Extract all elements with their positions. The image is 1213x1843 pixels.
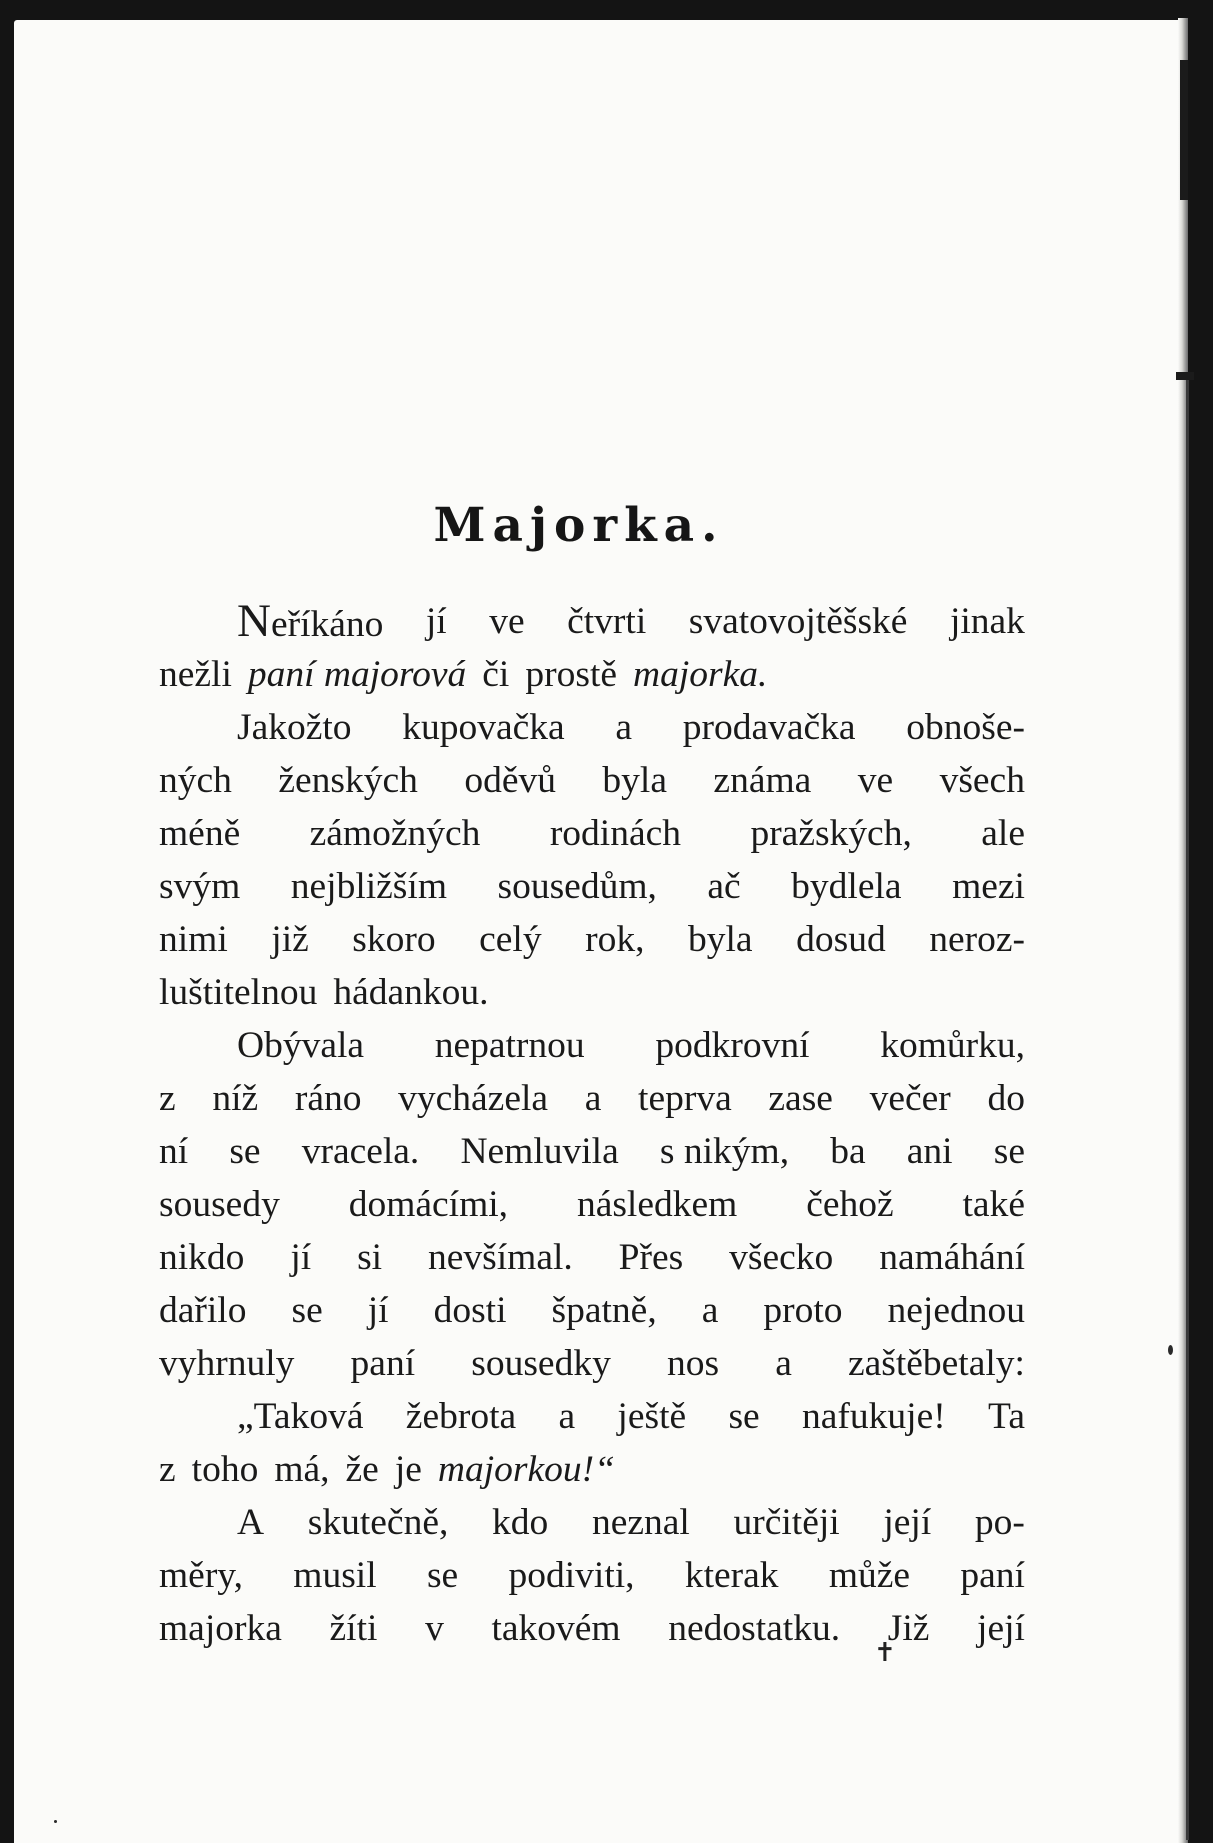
word: či <box>482 654 510 695</box>
word: komůrku, <box>880 1025 1025 1066</box>
word: a <box>558 1396 576 1437</box>
word: nikdo <box>159 1237 245 1278</box>
word: Neříkáno <box>237 595 384 647</box>
margin-speck <box>54 1820 57 1823</box>
word: proto <box>763 1290 843 1331</box>
word: si <box>357 1237 383 1278</box>
text-line <box>159 648 1025 701</box>
text-line <box>159 1549 1025 1602</box>
text-line <box>159 1443 1025 1496</box>
word: se <box>728 1396 760 1437</box>
word: se <box>291 1290 323 1331</box>
word: A <box>237 1502 265 1543</box>
word: ve <box>857 760 894 801</box>
word: celý <box>479 919 542 960</box>
word: všech <box>939 760 1025 801</box>
word: se <box>229 1131 261 1172</box>
word: majorkou!“ <box>437 1449 615 1490</box>
text-line <box>159 1231 1025 1284</box>
word: oděvů <box>464 760 556 801</box>
word: ba <box>830 1131 866 1172</box>
word: její <box>977 1608 1025 1649</box>
word: nejednou <box>887 1290 1025 1331</box>
word: neroz- <box>929 919 1025 960</box>
text-line <box>159 701 1025 754</box>
word: známa <box>713 760 812 801</box>
margin-speck <box>1168 1345 1173 1355</box>
text-line <box>159 595 1025 648</box>
word: žíti <box>329 1608 378 1649</box>
word: měry, <box>159 1555 243 1596</box>
book-page <box>14 20 1184 1843</box>
word: majorka. <box>633 654 768 695</box>
word: po- <box>974 1502 1025 1543</box>
text-line <box>159 1125 1025 1178</box>
word: namáhání <box>879 1237 1025 1278</box>
word: vracela. <box>301 1131 420 1172</box>
word: a <box>775 1343 792 1384</box>
word: již <box>271 919 309 960</box>
word: neznal <box>591 1502 690 1543</box>
word: kterak <box>684 1555 779 1596</box>
word: kdo <box>492 1502 549 1543</box>
word: Již <box>887 1608 930 1649</box>
word: skoro <box>352 919 436 960</box>
word: následkem <box>576 1184 738 1225</box>
word: dosud <box>796 919 886 960</box>
word: ženských <box>278 760 418 801</box>
word: její <box>883 1502 932 1543</box>
word: dařilo <box>159 1290 247 1331</box>
text-line <box>159 1390 1025 1443</box>
word: nepatrnou <box>434 1025 585 1066</box>
text-line <box>159 1337 1025 1390</box>
word: takovém <box>491 1608 621 1649</box>
word: se <box>426 1555 459 1596</box>
word: Jakožto <box>237 707 352 748</box>
word: méně <box>159 813 241 854</box>
word: vycházela <box>398 1078 549 1119</box>
word: byla <box>688 919 753 960</box>
text-line <box>159 1019 1025 1072</box>
text-line <box>159 807 1025 860</box>
word: musil <box>293 1555 377 1596</box>
word: ani <box>906 1131 953 1172</box>
word: sousedky <box>471 1343 611 1384</box>
word: zámožných <box>309 813 481 854</box>
text-line <box>159 1178 1025 1231</box>
word: do <box>987 1078 1025 1119</box>
word: sousedy <box>159 1184 280 1225</box>
word: paní majorová <box>247 654 467 695</box>
word: žebrota <box>405 1396 517 1437</box>
word: jí <box>425 601 447 642</box>
word: se <box>993 1131 1025 1172</box>
word: nafukuje! <box>802 1396 946 1437</box>
text-line <box>159 1284 1025 1337</box>
word: ještě <box>617 1396 687 1437</box>
word: prodavačka <box>682 707 856 748</box>
word: byla <box>602 760 667 801</box>
word: Přes <box>618 1237 684 1278</box>
word: skutečně, <box>307 1502 449 1543</box>
word: jí <box>367 1290 389 1331</box>
word: Obývala <box>237 1025 365 1066</box>
word: určitěji <box>733 1502 840 1543</box>
word: hádankou. <box>333 972 489 1013</box>
word: svatovojtěšské <box>688 601 908 642</box>
word: podkrovní <box>655 1025 810 1066</box>
word: ných <box>159 760 232 801</box>
text-line <box>159 966 1025 1019</box>
text-line <box>159 754 1025 807</box>
word: z <box>159 1449 176 1490</box>
text-line <box>159 1496 1025 1549</box>
word: rok, <box>585 919 645 960</box>
word: všecko <box>729 1237 834 1278</box>
word: sousedům, <box>497 866 657 907</box>
word: kupovačka <box>402 707 565 748</box>
word: domácími, <box>348 1184 509 1225</box>
word: a <box>615 707 633 748</box>
word: zase <box>768 1078 833 1119</box>
word: ale <box>981 813 1025 854</box>
edge-mark-top <box>1180 60 1188 200</box>
word: nos <box>666 1343 720 1384</box>
word: bydlela <box>791 866 902 907</box>
word: ní <box>159 1131 189 1172</box>
word: mezi <box>952 866 1025 907</box>
word: nedostatku. <box>668 1608 841 1649</box>
text-line <box>159 913 1025 966</box>
text-line <box>159 1072 1025 1125</box>
edge-mark-mid <box>1186 380 1189 1840</box>
word: z <box>159 1078 176 1119</box>
word: večer <box>869 1078 951 1119</box>
word: dosti <box>433 1290 507 1331</box>
body-text <box>159 595 1025 1655</box>
word: majorka <box>159 1608 282 1649</box>
text-line <box>159 860 1025 913</box>
word: také <box>962 1184 1025 1225</box>
word: toho <box>191 1449 259 1490</box>
word: podiviti, <box>508 1555 635 1596</box>
word: má, <box>274 1449 330 1490</box>
word: v <box>425 1608 444 1649</box>
printer-mark: ✝ <box>874 1638 896 1668</box>
word: ač <box>707 866 741 907</box>
word: nežli <box>159 654 232 695</box>
word: ve <box>489 601 525 642</box>
word: čehož <box>806 1184 894 1225</box>
word: vyhrnuly <box>159 1343 295 1384</box>
word: níž <box>212 1078 259 1119</box>
word: je <box>394 1449 422 1490</box>
word: s nikým, <box>659 1131 790 1172</box>
word: Nemluvila <box>460 1131 619 1172</box>
word: nejbližším <box>290 866 447 907</box>
word: čtvrti <box>567 601 647 642</box>
word: prostě <box>525 654 618 695</box>
word: paní <box>350 1343 416 1384</box>
word: svým <box>159 866 241 907</box>
word: Ta <box>988 1396 1025 1437</box>
word: rodinách <box>549 813 682 854</box>
page-title: Majorka. <box>433 498 725 553</box>
word: jinak <box>949 601 1025 642</box>
word: špatně, <box>551 1290 657 1331</box>
word: nimi <box>159 919 228 960</box>
word: „Taková <box>237 1396 364 1437</box>
edge-mark-arrow <box>1176 372 1194 380</box>
word: pražských, <box>750 813 912 854</box>
word: že <box>345 1449 379 1490</box>
word: a <box>701 1290 719 1331</box>
word: jí <box>290 1237 312 1278</box>
word: nevšímal. <box>428 1237 573 1278</box>
word: ráno <box>294 1078 362 1119</box>
word: obnoše- <box>906 707 1025 748</box>
word: teprva <box>638 1078 732 1119</box>
word: může <box>828 1555 911 1596</box>
word: paní <box>960 1555 1025 1596</box>
word: zaštěbetaly: <box>847 1343 1025 1384</box>
initial-letter: N <box>237 595 271 647</box>
word: luštitelnou <box>159 972 318 1013</box>
word: a <box>584 1078 602 1119</box>
